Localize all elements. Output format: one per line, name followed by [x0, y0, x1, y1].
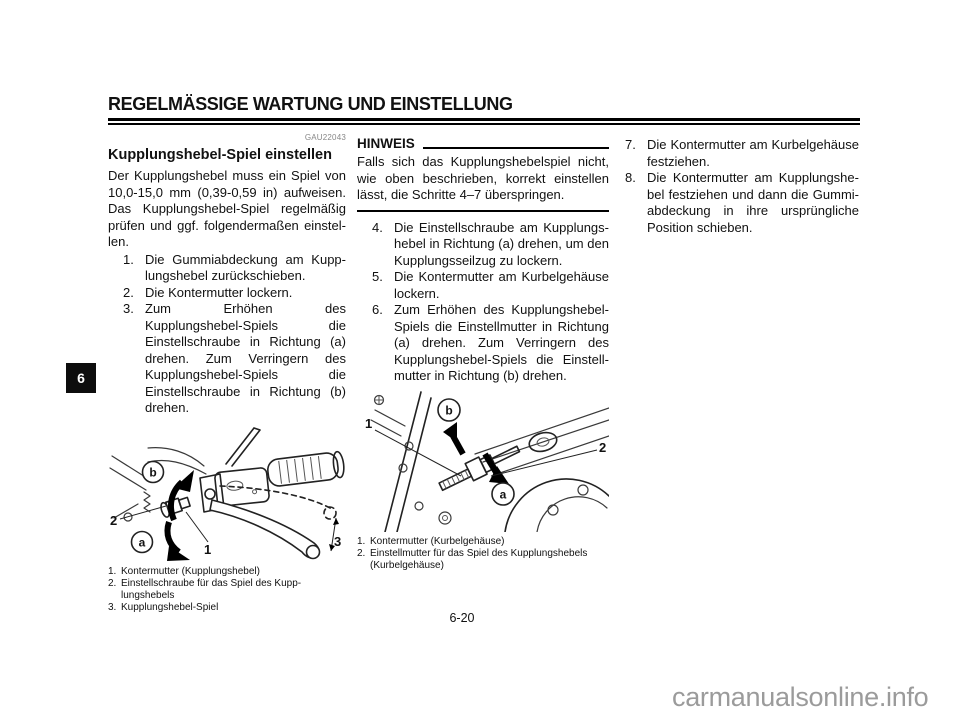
figure1-label-2: 2 — [110, 512, 118, 528]
step-text: Die Kontermutter am Kurbelgehäuse festziehen. — [647, 137, 859, 169]
caption-number: 1. — [357, 535, 366, 547]
figure1-caption — [108, 566, 346, 614]
step-number: 3. — [123, 301, 134, 316]
caption-number: 2. — [357, 548, 366, 559]
caption-text: Einstellschraube für das Spiel des Kupplungshebels — [121, 578, 302, 601]
step-text: Die Kontermutter am Kurbelgehäuse lockern. — [394, 269, 609, 301]
step-6 — [357, 302, 609, 385]
right-steps — [610, 137, 859, 236]
note-label: HINWEIS — [357, 136, 415, 151]
caption-item — [108, 602, 346, 614]
chapter-tab: 6 — [66, 363, 96, 393]
caption-item — [357, 536, 609, 548]
step-number: 1. — [123, 251, 134, 267]
caption-text: Kontermutter (Kupplungshebel) — [121, 565, 260, 577]
middle-column — [357, 130, 609, 572]
figure2-label-2: 2 — [599, 439, 607, 455]
caption-number: 1. — [108, 565, 117, 577]
right-column — [610, 130, 859, 236]
left-column — [108, 130, 346, 615]
intro-paragraph: Der Kupplungshebel muss ein Spiel von 10,0-15,0 mm (0,39-0,59 in) aufweisen. Das Kupplungshebel-Spiel regelmäßig prüfen und ggf. folgendermaßen einstellen. — [108, 168, 346, 249]
step-number: 6. — [372, 302, 383, 317]
header-rule-thick — [108, 118, 860, 121]
watermark: carmanualsonline.info — [672, 682, 929, 712]
caption-number: 2. — [108, 578, 117, 589]
section-heading: Kupplungshebel-Spiel einstellen — [108, 147, 332, 163]
caption-number: 3. — [108, 602, 117, 613]
figure-clutch-lever — [108, 422, 346, 562]
step-5 — [357, 269, 609, 302]
figure1-label-3: 3 — [334, 533, 342, 549]
figure2-caption — [357, 536, 609, 572]
figure1-label-a: a — [138, 535, 146, 549]
caption-item — [108, 566, 346, 578]
figure1-label-1: 1 — [204, 541, 212, 557]
page-number: 6-20 — [449, 611, 475, 625]
note-end-rule — [357, 210, 609, 212]
step-number: 8. — [625, 170, 636, 185]
step-text: Zum Erhöhen des Kupplungshebel-Spiels die Einstellschraube in Richtung (a) drehen. Zum Verringern des Kupplungshebel-Spiels die Einstellschraube in Richtung (b) drehen. — [145, 301, 346, 415]
step-text: Zum Erhöhen des Kupplungshebel-Spiels die Einstellmutter in Richtung (a) drehen. Zum Verringern des Kupplungshebel-Spiels die Einstellmutter in Richtung (b) drehen. — [394, 302, 609, 383]
step-text: Die Kontermutter am Kupplungshebel festziehen und dann die Gummiabdeckung in ihre ursprüngliche Position schieben. — [647, 170, 859, 235]
step-number: 4. — [372, 219, 383, 235]
figure2-label-a: a — [499, 487, 507, 501]
ref-code: GAU22043 — [304, 133, 346, 142]
step-7 — [610, 137, 859, 170]
note-text: Falls sich das Kupplungshebelspiel nicht, wie oben beschrieben, korrekt einstellen lässt, die Schritte 4–7 überspringen. — [357, 154, 609, 202]
figure-crankcase-adjuster — [357, 390, 609, 532]
clutch-lever-illustration — [108, 422, 346, 562]
figure2-label-b: b — [445, 403, 453, 417]
step-1 — [108, 252, 346, 285]
step-8 — [610, 170, 859, 236]
step-number: 5. — [372, 269, 383, 284]
step-2 — [108, 285, 346, 302]
caption-item — [357, 548, 609, 571]
note-header-line — [423, 147, 609, 149]
step-text: Die Gummiabdeckung am Kupplungshebel zurückschieben. — [145, 251, 346, 283]
step-number: 7. — [625, 137, 636, 152]
figure2-label-1: 1 — [365, 415, 373, 431]
crankcase-adjuster-illustration — [357, 390, 609, 532]
caption-text: Kontermutter (Kurbelgehäuse) — [370, 535, 505, 547]
step-text: Die Kontermutter lockern. — [145, 284, 293, 300]
step-3 — [108, 301, 346, 417]
page-title: REGELMÄSSIGE WARTUNG UND EINSTELLUNG — [108, 94, 513, 114]
step-4 — [357, 220, 609, 270]
page-header — [108, 94, 860, 125]
step-number: 2. — [123, 284, 134, 300]
caption-text: Einstellmutter für das Spiel des Kupplungshebels (Kurbelgehäuse) — [370, 548, 588, 571]
caption-text: Kupplungshebel-Spiel — [121, 602, 219, 613]
note-header — [357, 136, 609, 151]
figure1-label-b: b — [149, 465, 157, 479]
header-rule-thin — [108, 123, 860, 125]
caption-item — [108, 578, 346, 601]
step-text: Die Einstellschraube am Kupplungshebel in Richtung (a) drehen, um den Kupplungsseilzug zu lockern. — [394, 219, 609, 268]
